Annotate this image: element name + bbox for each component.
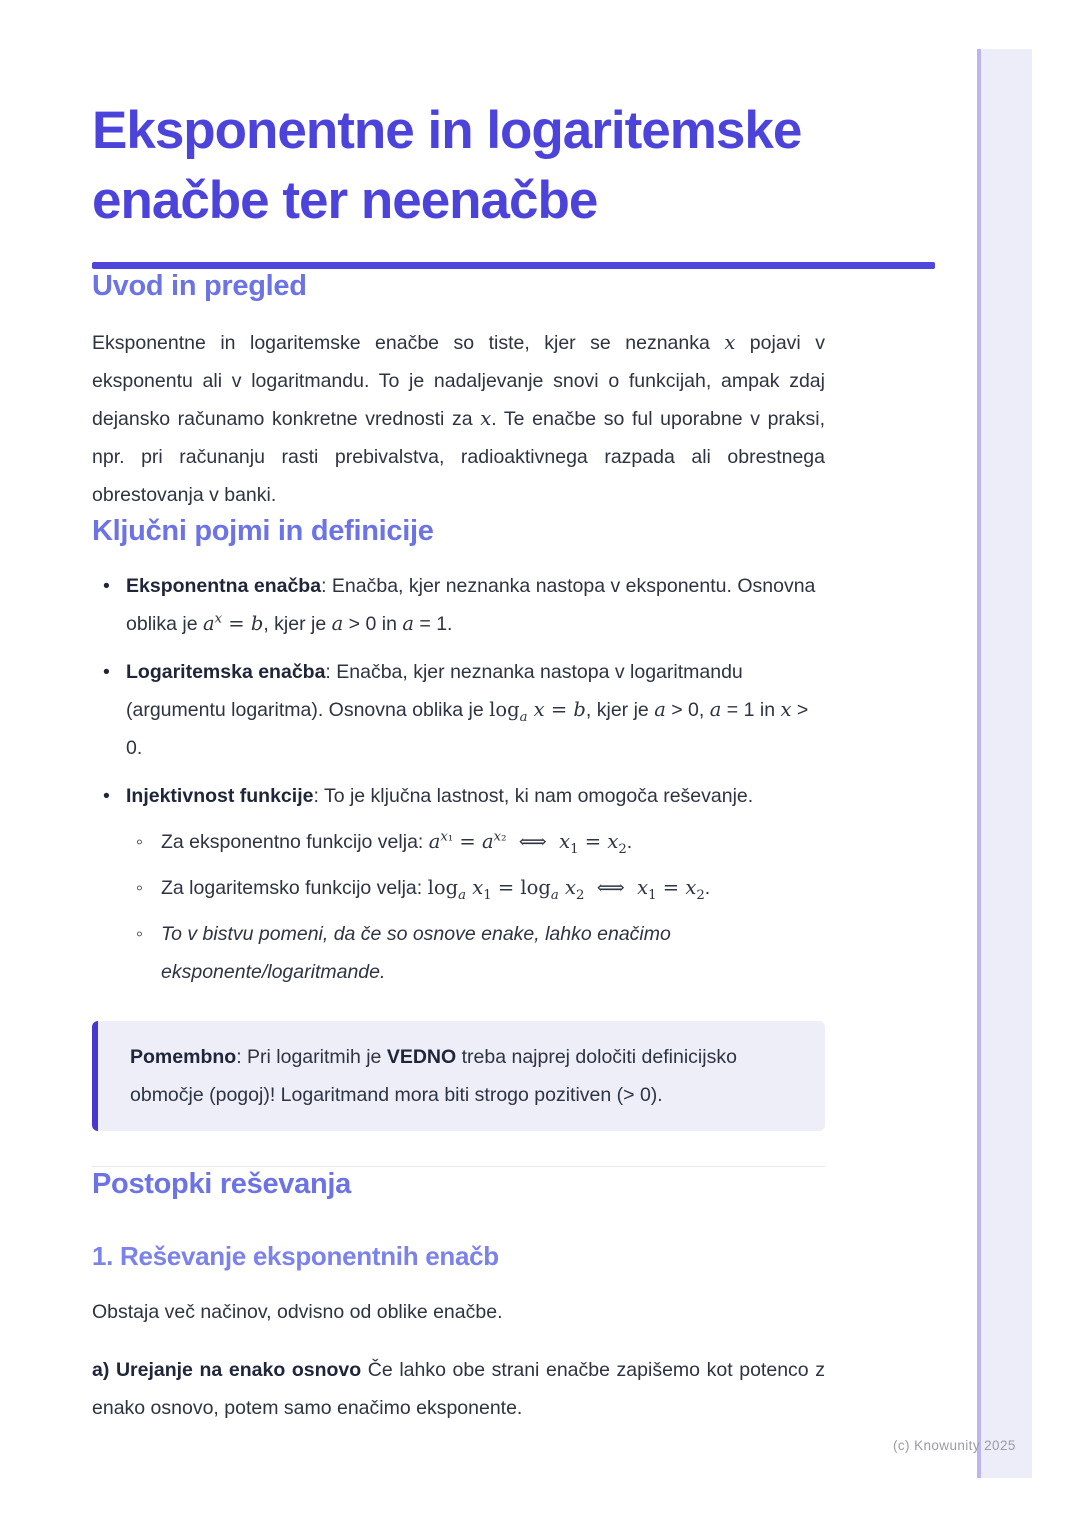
list-item-injectivity xyxy=(92,777,825,991)
section-heading-procedures: Postopki reševanja xyxy=(92,1167,351,1200)
injectivity-sublist xyxy=(126,823,825,991)
important-note-callout xyxy=(92,1021,825,1131)
subsection-heading-exponential-solving: 1. Reševanje eksponentnih enačb xyxy=(92,1241,499,1272)
right-margin-strip xyxy=(977,49,1032,1478)
list-item-exponential-equation: • Eksponentna enačba: Enačba, kjer neznanka nastopa v eksponentu. Osnovna oblika je $a^x = b$, kjer je a > 0 in a = 1. xyxy=(92,567,825,643)
content-column xyxy=(92,0,935,1427)
procedures-paragraph-2: a) Urejanje na enako osnovo Če lahko obe strani enačbe zapišemo kot potenco z enako osnovo, potem samo enačimo eksponente. xyxy=(92,1358,825,1419)
title-underline-rule xyxy=(92,262,935,269)
concepts-bullet-list xyxy=(92,567,825,991)
copyright-notice: (c) Knowunity 2025 xyxy=(893,1438,1016,1453)
sub-item-explanation: ◦ To v bistvu pomeni, da če so osnove enake, lahko enačimo eksponente/logaritmande. xyxy=(127,915,825,991)
sub-item-logarithmic-rule: ◦ Za logaritemsko funkcijo velja: $\log_a x_1 = \log_a x_2$ ⟺ $x_1 = x_2$. xyxy=(127,869,825,907)
section-heading-concepts: Ključni pojmi in definicije xyxy=(92,514,434,547)
section-heading-intro: Uvod in pregled xyxy=(92,269,307,302)
important-note-text: Pomembno: Pri logaritmih je VEDNO treba najprej določiti definicijsko območje (pogoj)! Logaritmand mora biti strogo pozitiven (> 0). xyxy=(130,1045,737,1106)
sub-item-exponential-rule: ◦ Za eksponentno funkcijo velja: $a^{x_1} = a^{x_2}$ ⟺ $x_1 = x_2$. xyxy=(127,823,825,861)
procedures-paragraph-1: Obstaja več načinov, odvisno od oblike enačbe. xyxy=(92,1300,503,1323)
intro-paragraph: Eksponentne in logaritemske enačbe so tiste, kjer se neznanka x pojavi v eksponentu ali v logaritmandu. To je nadaljevanje snovi o funkcijah, ampak zdaj dejansko računamo konkretne vrednosti za x. Te enačbe so ful uporabne v praksi, npr. pri računanju rasti prebivalstva, radioaktivnega razpada ali obrestnega obrestovanja v banki. xyxy=(92,330,825,506)
list-item-logarithmic-equation: • Logaritemska enačba: Enačba, kjer neznanka nastopa v logaritmandu (argumentu logaritma). Osnovna oblika je $\log_a x = b$, kjer je a > 0, a = 1 in x > 0. xyxy=(92,653,825,767)
list-item-injectivity-lead: Injektivnost funkcije: To je ključna lastnost, ki nam omogoča reševanje. xyxy=(126,784,754,807)
page-title: Eksponentne in logaritemske enačbe ter neenačbe xyxy=(92,101,802,231)
